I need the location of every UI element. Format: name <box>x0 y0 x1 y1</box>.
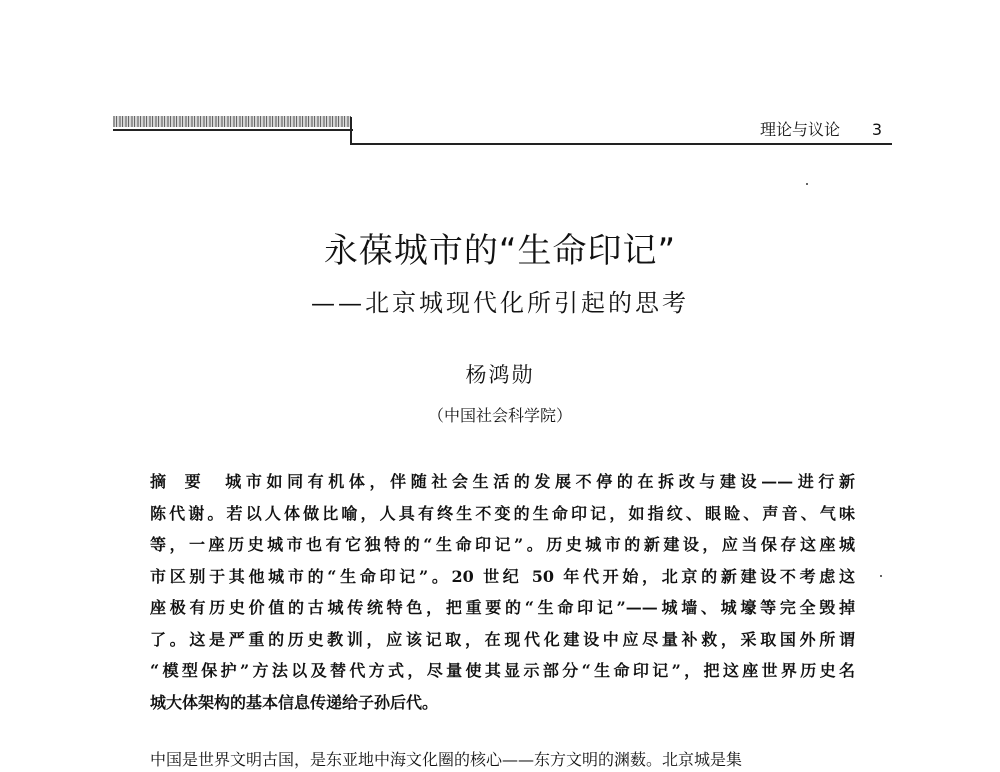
abstract-line: 城大体架构的基本信息传递给子孙后代。 <box>150 692 439 712</box>
author-affiliation: （中国社会科学院） <box>427 406 572 425</box>
header-left-rule <box>113 129 353 131</box>
abstract-line: 市区别于其他城市的“生命印记”。20 世纪 50 年代开始，北京的新建设不考虑这 <box>150 566 855 586</box>
abstract-line: 座极有历史价值的古城传统特色，把重要的“生命印记”——城墙、城壕等完全毁掉 <box>150 598 855 617</box>
body-text-first-line: 中国是世界文明古国，是东亚地中海文化圈的核心——东方文明的渊薮。北京城是集 <box>150 750 743 769</box>
page-number: 3 <box>871 120 882 139</box>
section-label: 理论与议论 <box>759 120 840 139</box>
abstract-line: 陈代谢。若以人体做比喻，人具有终生不变的生命印记，如指纹、眼睑、声音、气味 <box>150 503 855 523</box>
header-right-rule <box>350 143 892 145</box>
header-decorative-band <box>113 116 351 127</box>
abstract-line: 摘要 城市如同有机体，伴随社会生活的发展不停的在拆改与建设——进行新 <box>150 472 855 491</box>
abstract-line: “模型保护”方法以及替代方式，尽量使其显示部分“生命印记”，把这座世界历史名 <box>150 661 855 680</box>
scan-speck <box>806 183 808 185</box>
article-title: 永葆城市的“生命印记” <box>323 231 677 271</box>
abstract-label: 摘要 <box>150 472 220 491</box>
header-divider-tick <box>350 117 352 145</box>
abstract-line: 了。这是严重的历史教训，应该记取，在现代化建设中应尽量补救，采取国外所谓 <box>150 629 855 649</box>
author-name: 杨鸿勋 <box>465 363 535 387</box>
scan-speck <box>880 575 882 577</box>
abstract <box>150 466 855 718</box>
abstract-line: 等，一座历史城市也有它独特的“生命印记”。历史城市的新建设，应当保存这座城 <box>150 535 855 554</box>
article-subtitle: ——北京城现代化所引起的思考 <box>311 289 689 317</box>
